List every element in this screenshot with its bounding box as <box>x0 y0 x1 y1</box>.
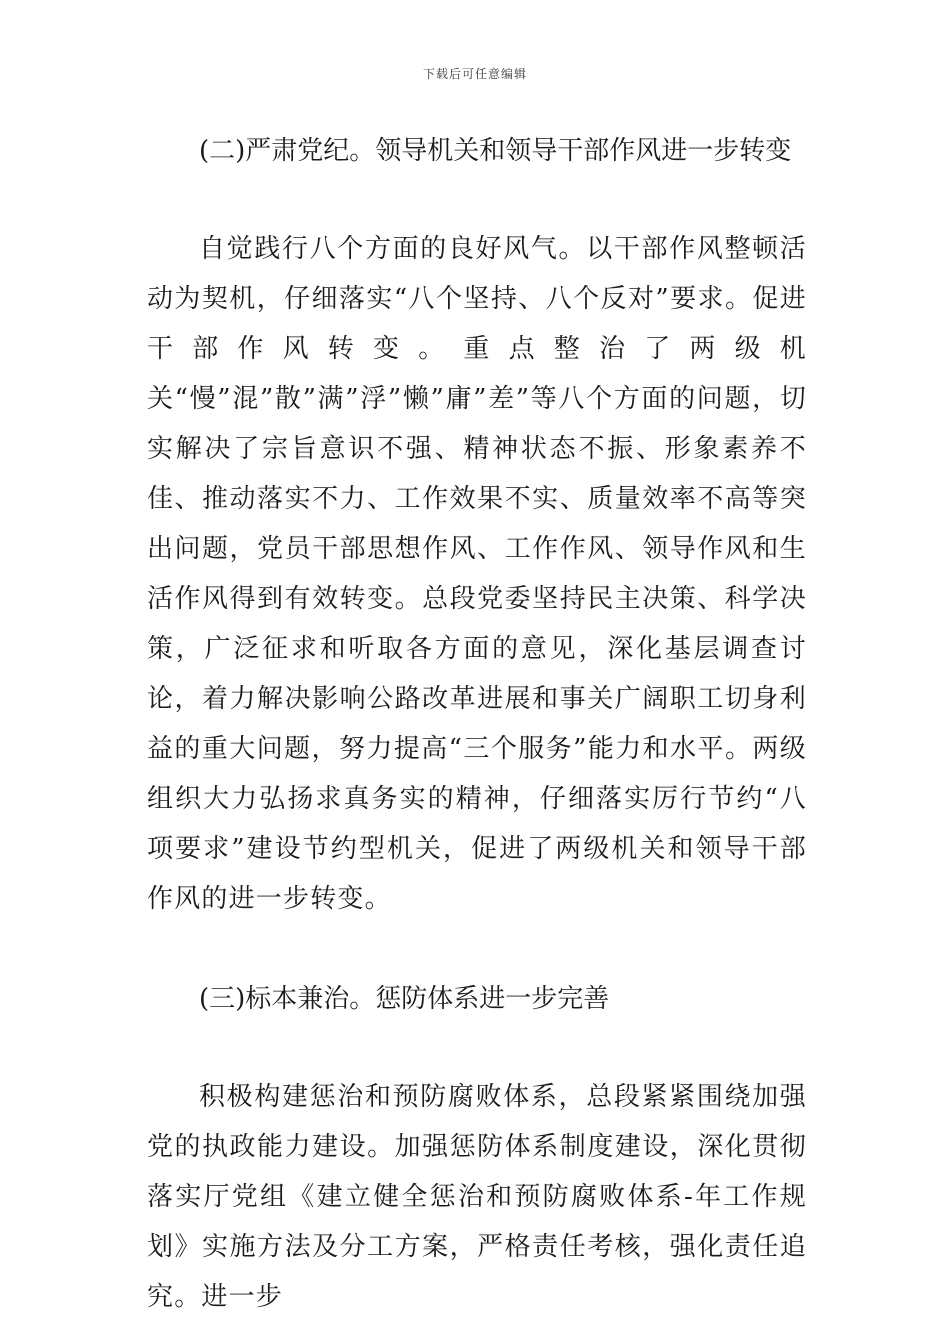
section-paragraph-3: 积极构建惩治和预防腐败体系，总段紧紧围绕加强党的执政能力建设。加强惩防体系制度建设，深化贯彻落实厅党组《建立健全惩治和预防腐败体系-年工作规划》实施方法及分工方案，严格责任考核，强化责任追究。进一步 <box>147 1082 807 1312</box>
header-note: 下载后可任意编辑 <box>422 67 527 81</box>
section-heading-2: (二)严肃党纪。领导机关和领导干部作风进一步转变 <box>199 136 792 166</box>
document-body <box>147 128 807 1322</box>
section-paragraph-2: 自觉践行八个方面的良好风气。以干部作风整顿活动为契机，仔细落实“八个坚持、八个反对”要求。促进干部作风转变。重点整治了两级机关“慢”混”散”满”浮”懒”庸”差”等八个方面的问题，切实解决了宗旨意识不强、精神状态不振、形象素养不佳、推动落实不力、工作效果不实、质量效率不高等突出问题，党员干部思想作风、工作作风、领导作风和生活作风得到有效转变。总段党委坚持民主决策、科学决策，广泛征求和听取各方面的意见，深化基层调查讨论，着力解决影响公路改革进展和事关广阔职工切身利益的重大问题，努力提高“三个服务”能力和水平。两级组织大力弘扬求真务实的精神，仔细落实厉行节约“八项要求”建设节约型机关，促进了两级机关和领导干部作风的进一步转变。 <box>147 234 807 914</box>
section-heading-3: (三)标本兼治。惩防体系进一步完善 <box>199 984 610 1014</box>
